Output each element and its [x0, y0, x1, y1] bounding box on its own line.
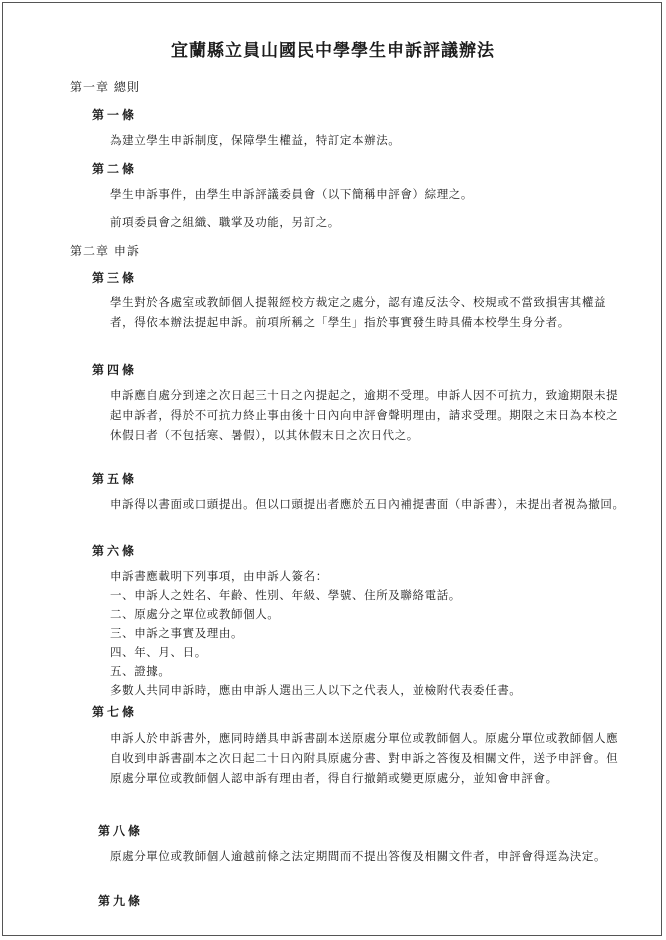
- chapter-heading: 第一章 總則: [70, 80, 140, 94]
- article-paragraph: 申訴得以書面或口頭提出。但以口頭提出者應於五日內補提書面（申訴書），未提出者視為撤回。: [110, 497, 625, 511]
- article-paragraph: 原處分單位或教師個人逾越前條之法定期間而不提出答復及相關文件者，申評會得逕為決定。: [110, 849, 607, 863]
- chapter-heading: 第二章 申訴: [70, 244, 140, 258]
- article-paragraph: 為建立學生申訴制度，保障學生權益，特訂定本辦法。: [110, 133, 401, 147]
- article-heading: 第八條: [98, 824, 144, 838]
- article-heading: 第九條: [98, 894, 144, 908]
- document-title: 宜蘭縣立員山國民中學學生申訴評議辦法: [171, 41, 495, 61]
- article-paragraph: 前項委員會之組織、職掌及功能，另訂之。: [110, 215, 340, 229]
- article-paragraph: 申訴人於申訴書外，應同時繕具申訴書副本送原處分單位或教師個人。原處分單位或教師個人應自收到申訴書副本之次日起二十日內附具原處分書、對申訴之答復及相關文件，送予申評會。但原處分單位或教師個人認申訴有理由者，得自行撤銷或變更原處分，並知會申評會。: [110, 731, 619, 785]
- list-item: 一、申訴人之姓名、年齡、性別、年級、學號、住所及聯絡電話。: [110, 588, 461, 602]
- article-heading: 第一條: [92, 108, 138, 122]
- article-list: [110, 567, 630, 700]
- list-intro: 申訴書應載明下列事項，由申訴人簽名：: [110, 569, 328, 583]
- article-heading: 第七條: [92, 705, 138, 719]
- article-heading: 第六條: [92, 544, 138, 558]
- article-paragraph: 學生對於各處室或教師個人提報經校方裁定之處分，認有違反法令、校規或不當致損害其權益者，得依本辦法提起申訴。前項所稱之「學生」指於事實發生時具備本校學生身分者。: [110, 295, 607, 329]
- article-heading: 第五條: [92, 472, 138, 486]
- list-item: 五、證據。: [110, 664, 171, 678]
- article-heading: 第二條: [92, 162, 138, 176]
- article-heading: 第四條: [92, 363, 138, 377]
- list-item: 二、原處分之單位或教師個人。: [110, 607, 280, 621]
- list-outro: 多數人共同申訴時，應由申訴人選出三人以下之代表人，並檢附代表委任書。: [110, 683, 522, 697]
- list-item: 三、申訴之事實及理由。: [110, 626, 244, 640]
- article-paragraph: 學生申訴事件，由學生申訴評議委員會（以下簡稱申評會）綜理之。: [110, 187, 473, 201]
- article-paragraph: 申訴應自處分到達之次日起三十日之內提起之，逾期不受理。申訴人因不可抗力，致逾期限未提起申訴者，得於不可抗力終止事由後十日內向申評會聲明理由，請求受理。期限之末日為本校之休假日者（不包括寒、暑假），以其休假末日之次日代之。: [110, 388, 619, 442]
- list-item: 四、年、月、日。: [110, 645, 207, 659]
- article-heading: 第三條: [92, 271, 138, 285]
